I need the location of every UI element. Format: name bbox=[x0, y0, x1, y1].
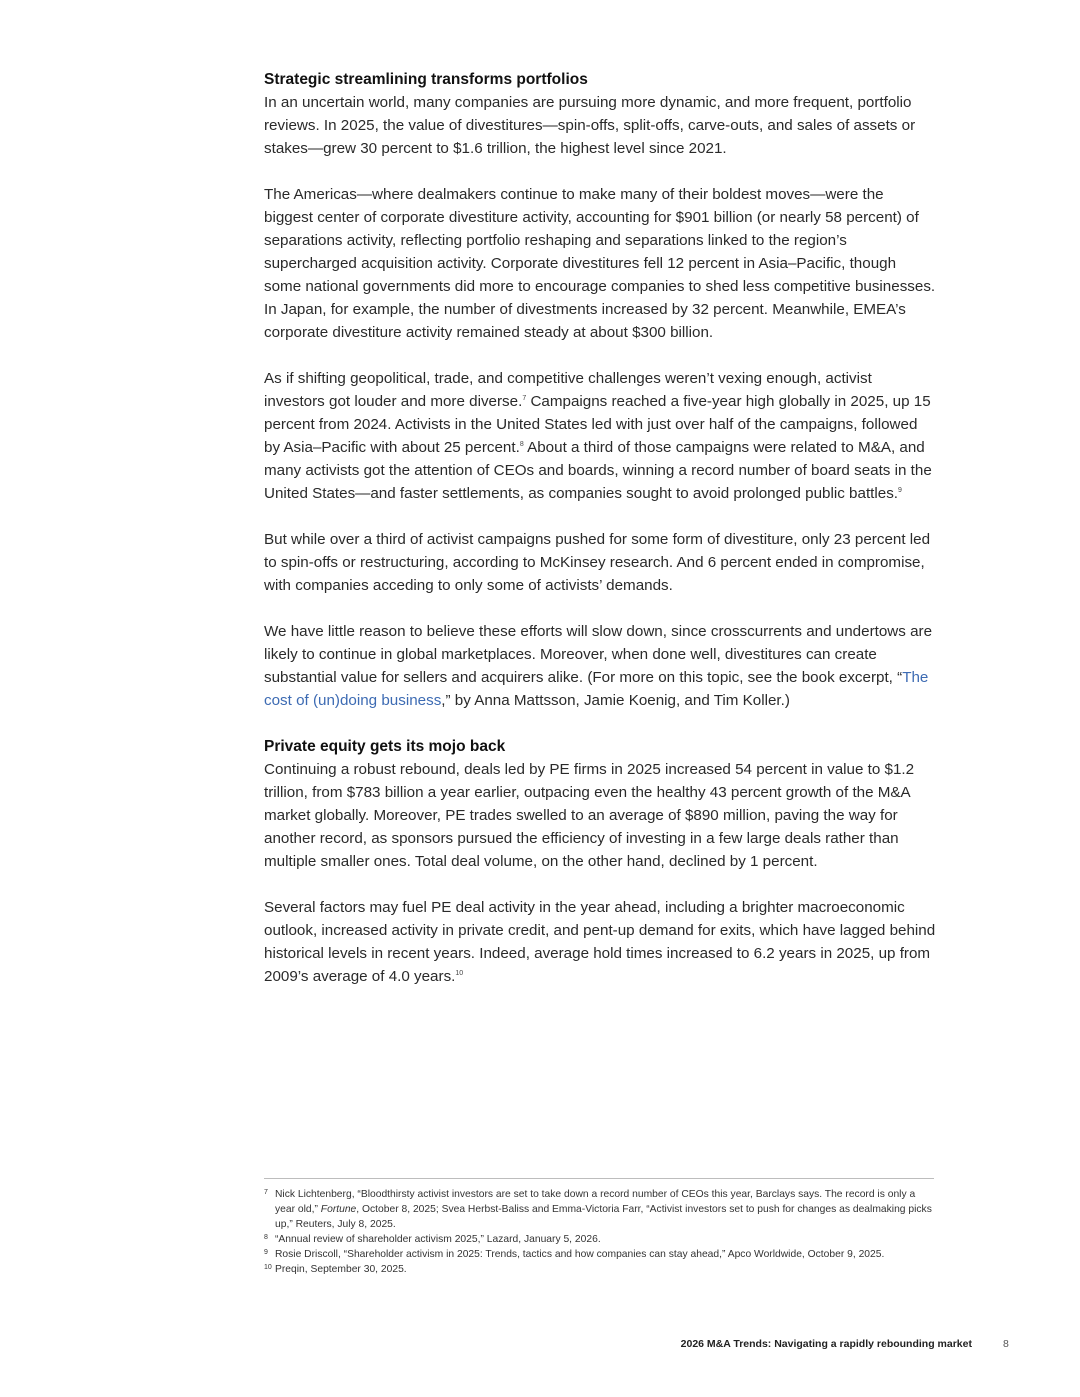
page-number: 8 bbox=[1003, 1338, 1009, 1350]
paragraph-text: About a third of those campaigns were related to M&A, and many activists got the attention of CEOs and boards, winning a record number of board seats in the United States—and faster settlements, as companies sought to avoid prolonged public battles. bbox=[264, 439, 932, 502]
paragraph: But while over a third of activist campaigns pushed for some form of divestiture, only 23 percent led to spin-offs or restructuring, according to McKinsey research. And 6 percent ended in compromise, with companies acceding to only some of activists’ demands. bbox=[264, 531, 931, 594]
paragraph bbox=[264, 367, 936, 505]
footnote-number: 9 bbox=[264, 1249, 268, 1256]
footnote-item bbox=[264, 1232, 934, 1247]
footnote-text: Rosie Driscoll, “Shareholder activism in 2025: Trends, tactics and how companies can stay ahead,” Apco Worldwide, October 9, 2025. bbox=[275, 1249, 885, 1260]
section-heading-strategic-streamlining: Strategic streamlining transforms portfolios bbox=[264, 71, 588, 88]
footnote-item bbox=[264, 1247, 934, 1262]
paragraph bbox=[264, 896, 936, 988]
footnote-number: 7 bbox=[264, 1189, 268, 1196]
paragraph-text: Several factors may fuel PE deal activity in the year ahead, including a brighter macroeconomic outlook, increased activity in private credit, and pent-up demand for exits, which have lagged behind historical levels in recent years. Indeed, average hold times increased to 6.2 years in 2025, up from 2009’s average of 4.0 years. bbox=[264, 899, 936, 985]
footnote-ref[interactable]: 10 bbox=[455, 969, 464, 977]
paragraph: Continuing a robust rebound, deals led by PE firms in 2025 increased 54 percent in value to $1.2 trillion, from $783 billion a year earlier, outpacing even the healthy 43 percent growth of the M&A market globally. Moreover, PE trades swelled to an average of $890 million, paving the way for another record, as sponsors pursued the efficiency of investing in a few large deals rather than multiple smaller ones. Total deal volume, on the other hand, declined by 1 percent. bbox=[264, 761, 915, 870]
paragraph-text: We have little reason to believe these efforts will slow down, since crosscurrents and undertows are likely to continue in global marketplaces. Moreover, when done well, divestitures can create substantial value for sellers and acquirers alike. (For more on this topic, see the book excerpt, “ bbox=[264, 623, 933, 686]
article-body bbox=[264, 68, 936, 1011]
footnote-ref[interactable]: 8 bbox=[519, 440, 524, 448]
article-link[interactable]: The cost of (un)doing business bbox=[264, 669, 929, 709]
paragraph: In an uncertain world, many companies are pursuing more dynamic, and more frequent, portfolio reviews. In 2025, the value of divestitures—spin-offs, split-offs, carve-outs, and sales of assets or stakes—grew 30 percent to $1.6 trillion, the highest level since 2021. bbox=[264, 94, 916, 157]
footnote-text: Preqin, September 30, 2025. bbox=[275, 1264, 407, 1275]
paragraph-text: As if shifting geopolitical, trade, and competitive challenges weren’t vexing enough, activist investors got louder and more diverse. bbox=[264, 370, 872, 410]
footer-title: 2026 M&A Trends: Navigating a rapidly rebounding market bbox=[680, 1338, 972, 1350]
footnote-text: Nick Lichtenberg, “Bloodthirsty activist investors are set to take down a record number of CEOs this year, Barclays says. The record is only a year old,” bbox=[275, 1189, 916, 1215]
footnote-ref[interactable]: 7 bbox=[522, 394, 527, 402]
paragraph bbox=[264, 620, 936, 712]
footnote-item bbox=[264, 1187, 934, 1232]
footnote-ref[interactable]: 9 bbox=[898, 486, 902, 494]
footnote-item bbox=[264, 1262, 934, 1277]
footnote-publication: Fortune bbox=[320, 1204, 357, 1215]
footnote-text: , October 8, 2025; Svea Herbst-Baliss and Emma-Victoria Farr, “Activist investors set to push for changes as dealmaking picks up,” Reuters, July 8, 2025. bbox=[275, 1204, 932, 1230]
footnote-text: “Annual review of shareholder activism 2025,” Lazard, January 5, 2026. bbox=[275, 1234, 601, 1245]
footnotes bbox=[264, 1178, 934, 1277]
section-heading-private-equity: Private equity gets its mojo back bbox=[264, 738, 506, 755]
paragraph-text: ,” by Anna Mattsson, Jamie Koenig, and Tim Koller.) bbox=[441, 692, 790, 709]
footnote-number: 8 bbox=[264, 1234, 268, 1241]
paragraph: The Americas—where dealmakers continue to make many of their boldest moves—were the biggest center of corporate divestiture activity, accounting for $901 billion (or nearly 58 percent) of separations activity, reflecting portfolio reshaping and separations linked to the region’s supercharged acquisition activity. Corporate divestitures fell 12 percent in Asia–Pacific, though some national governments did more to encourage companies to shed less competitive businesses. In Japan, for example, the number of divestments increased by 32 percent. Meanwhile, EMEA’s corporate divestiture activity remained steady at about $300 billion. bbox=[264, 186, 936, 341]
footnote-number: 10 bbox=[264, 1264, 272, 1271]
paragraph-text: Campaigns reached a five-year high globally in 2025, up 15 percent from 2024. Activists in the United States led with just over half of the campaigns, followed by Asia–Pacific with about 25 percent. bbox=[264, 393, 931, 456]
